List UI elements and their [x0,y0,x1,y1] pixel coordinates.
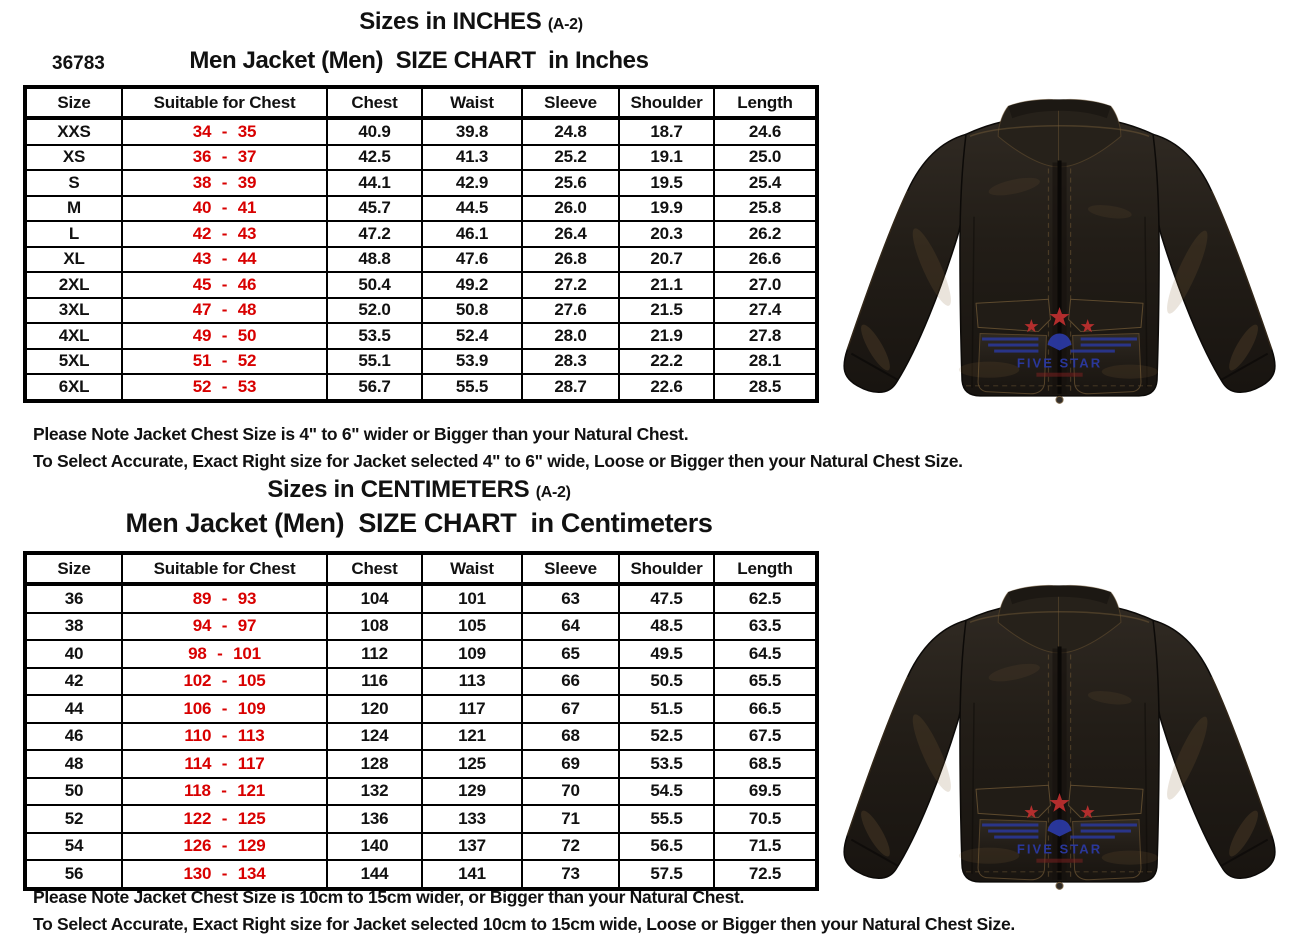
table-cell: 63 [522,584,619,613]
table-row [25,247,817,273]
table-cell: 28.0 [522,323,619,349]
table-cell: 56.7 [327,374,422,401]
heading-text: Sizes in CENTIMETERS [267,476,530,503]
table-row [25,805,817,833]
column-header: Length [714,87,817,118]
header-row [25,87,817,118]
suitable-chest-cell: 42 - 43 [122,221,327,247]
title-row-cm [23,508,815,542]
table-row [25,833,817,861]
table-cell: 104 [327,584,422,613]
table-row [25,323,817,349]
table-cell: L [25,221,122,247]
table-row [25,170,817,196]
table-cell: 44 [25,695,122,723]
table-cell: 108 [327,613,422,641]
table-cell: 26.8 [522,247,619,273]
table-cell: 52.4 [422,323,522,349]
table-cell: 19.1 [619,145,714,171]
table-row [25,750,817,778]
table-cell: 140 [327,833,422,861]
suitable-chest-cell: 43 - 44 [122,247,327,273]
table-cell: 25.6 [522,170,619,196]
table-cell: 6XL [25,374,122,401]
table-cell: 25.0 [714,145,817,171]
table-cell: 53.5 [619,750,714,778]
table-cell: 116 [327,668,422,696]
column-header: Suitable for Chest [122,87,327,118]
table-cell: 27.4 [714,298,817,324]
table-cell: 56 [25,860,122,889]
column-header: Suitable for Chest [122,553,327,584]
suitable-chest-cell: 114 - 117 [122,750,327,778]
table-cell: 20.3 [619,221,714,247]
table-cell: 66 [522,668,619,696]
suitable-chest-cell: 34 - 35 [122,118,327,145]
table-cell: 52.0 [327,298,422,324]
product-photo-jacket-cm [822,562,1287,914]
table-cell: 128 [327,750,422,778]
table-cell: 54 [25,833,122,861]
table-row [25,584,817,613]
table-cell: 117 [422,695,522,723]
column-header: Sleeve [522,87,619,118]
suitable-chest-cell: 38 - 39 [122,170,327,196]
table-cell: 19.5 [619,170,714,196]
table-cell: 52.5 [619,723,714,751]
table-cell: 137 [422,833,522,861]
table-cell: 120 [327,695,422,723]
table-cell: 42.9 [422,170,522,196]
table-cell: 56.5 [619,833,714,861]
table-cell: 44.1 [327,170,422,196]
table-cell: 109 [422,640,522,668]
table-cell: 125 [422,750,522,778]
product-code: 36783 [52,53,105,74]
table-cell: 44.5 [422,196,522,222]
table-cell: 57.5 [619,860,714,889]
heading-note: (A-2) [535,484,571,501]
table-cell: 101 [422,584,522,613]
table-cell: 24.6 [714,118,817,145]
table-row [25,272,817,298]
table-cell: 41.3 [422,145,522,171]
suitable-chest-cell: 51 - 52 [122,349,327,375]
note-cm-2: To Select Accurate, Exact Right size for Jacket selected 10cm to 15cm wide, Loose or Bigger then your Natural Chest Size. [33,914,1015,934]
table-cell: 22.6 [619,374,714,401]
table-cell: 49.2 [422,272,522,298]
table-row [25,613,817,641]
heading-text: Sizes in INCHES [359,8,542,35]
table-cell: 21.1 [619,272,714,298]
table-cell: 2XL [25,272,122,298]
table-cell: 28.3 [522,349,619,375]
title-row-inches [23,47,815,81]
table-cell: 40.9 [327,118,422,145]
table-cell: 55.5 [422,374,522,401]
column-header: Chest [327,553,422,584]
heading-note: (A-2) [547,16,583,33]
table-cell: 47.6 [422,247,522,273]
suitable-chest-cell: 110 - 113 [122,723,327,751]
table-cell: 68.5 [714,750,817,778]
table-cell: S [25,170,122,196]
table-cell: 71 [522,805,619,833]
table-cell: 53.9 [422,349,522,375]
section-heading-inches [75,8,867,36]
table-row [25,298,817,324]
table-cell: 48.5 [619,613,714,641]
table-row [25,860,817,889]
table-cell: XL [25,247,122,273]
table-cell: 20.7 [619,247,714,273]
section-heading-cm [23,476,815,504]
table-cell: 42.5 [327,145,422,171]
table-cell: 19.9 [619,196,714,222]
table-cell: 50.8 [422,298,522,324]
table-cell: M [25,196,122,222]
table-cell: 47.5 [619,584,714,613]
suitable-chest-cell: 98 - 101 [122,640,327,668]
table-cell: 141 [422,860,522,889]
table-cell: 22.2 [619,349,714,375]
suitable-chest-cell: 94 - 97 [122,613,327,641]
table-cell: 24.8 [522,118,619,145]
table-cell: 70.5 [714,805,817,833]
table-cell: 72 [522,833,619,861]
table-cell: 105 [422,613,522,641]
table-cell: 42 [25,668,122,696]
table-row [25,145,817,171]
table-cell: 25.2 [522,145,619,171]
table-cell: 132 [327,778,422,806]
size-chart-inches-table [23,85,819,403]
table-cell: 38 [25,613,122,641]
table-cell: 69 [522,750,619,778]
table-row [25,196,817,222]
suitable-chest-cell: 45 - 46 [122,272,327,298]
table-cell: 47.2 [327,221,422,247]
table-cell: 27.2 [522,272,619,298]
table-cell: 27.0 [714,272,817,298]
table-cell: 26.6 [714,247,817,273]
table-cell: 52 [25,805,122,833]
table-cell: 136 [327,805,422,833]
table-cell: 26.2 [714,221,817,247]
table-cell: 28.7 [522,374,619,401]
suitable-chest-cell: 36 - 37 [122,145,327,171]
table-cell: 18.7 [619,118,714,145]
table-cell: 27.6 [522,298,619,324]
table-cell: 73 [522,860,619,889]
suitable-chest-cell: 122 - 125 [122,805,327,833]
suitable-chest-cell: 126 - 129 [122,833,327,861]
suitable-chest-cell: 89 - 93 [122,584,327,613]
table-cell: 21.5 [619,298,714,324]
table-cell: 68 [522,723,619,751]
suitable-chest-cell: 102 - 105 [122,668,327,696]
table-cell: 72.5 [714,860,817,889]
table-cell: 36 [25,584,122,613]
table-cell: 64.5 [714,640,817,668]
table-cell: 65 [522,640,619,668]
header-row [25,553,817,584]
table-cell: 50.4 [327,272,422,298]
table-cell: 70 [522,778,619,806]
table-cell: 55.5 [619,805,714,833]
table-cell: 46 [25,723,122,751]
table-cell: 48 [25,750,122,778]
table-cell: 40 [25,640,122,668]
table-cell: 51.5 [619,695,714,723]
table-cell: 39.8 [422,118,522,145]
table-cell: 27.8 [714,323,817,349]
table-cell: 54.5 [619,778,714,806]
table-cell: 133 [422,805,522,833]
table-cell: 113 [422,668,522,696]
table-cell: 55.1 [327,349,422,375]
table-cell: 63.5 [714,613,817,641]
column-header: Size [25,553,122,584]
table-cell: 28.1 [714,349,817,375]
column-header: Sleeve [522,553,619,584]
suitable-chest-cell: 118 - 121 [122,778,327,806]
suitable-chest-cell: 52 - 53 [122,374,327,401]
size-chart-cm-table [23,551,819,891]
table-row [25,723,817,751]
table-cell: 62.5 [714,584,817,613]
column-header: Chest [327,87,422,118]
table-cell: 50 [25,778,122,806]
suitable-chest-cell: 49 - 50 [122,323,327,349]
table-cell: 4XL [25,323,122,349]
column-header: Waist [422,87,522,118]
note-inches-2: To Select Accurate, Exact Right size for Jacket selected 4" to 6" wide, Loose or Bigger then your Natural Chest Size. [33,451,963,471]
note-inches-1: Please Note Jacket Chest Size is 4" to 6" wider or Bigger than your Natural Chest. [33,424,689,444]
suitable-chest-cell: 106 - 109 [122,695,327,723]
table-cell: 3XL [25,298,122,324]
column-header: Waist [422,553,522,584]
table-cell: 64 [522,613,619,641]
table-cell: 25.4 [714,170,817,196]
chart-title-inches: Men Jacket (Men) SIZE CHART in Inches [189,47,649,74]
table-cell: 49.5 [619,640,714,668]
table-cell: 48.8 [327,247,422,273]
table-cell: 112 [327,640,422,668]
table-cell: 26.0 [522,196,619,222]
suitable-chest-cell: 130 - 134 [122,860,327,889]
column-header: Size [25,87,122,118]
table-row [25,640,817,668]
suitable-chest-cell: 40 - 41 [122,196,327,222]
table-cell: 53.5 [327,323,422,349]
table-cell: 45.7 [327,196,422,222]
table-cell: 124 [327,723,422,751]
table-cell: 5XL [25,349,122,375]
table-row [25,221,817,247]
table-cell: 28.5 [714,374,817,401]
column-header: Length [714,553,817,584]
product-photo-jacket-inches [822,76,1287,428]
table-cell: 65.5 [714,668,817,696]
table-row [25,778,817,806]
table-cell: 67 [522,695,619,723]
table-cell: 25.8 [714,196,817,222]
table-row [25,349,817,375]
note-cm-1: Please Note Jacket Chest Size is 10cm to 15cm wider, or Bigger than your Natural Chest. [33,887,745,907]
table-cell: 121 [422,723,522,751]
table-row [25,374,817,401]
table-cell: 71.5 [714,833,817,861]
column-header: Shoulder [619,553,714,584]
table-cell: XS [25,145,122,171]
table-cell: XXS [25,118,122,145]
table-cell: 26.4 [522,221,619,247]
table-row [25,118,817,145]
column-header: Shoulder [619,87,714,118]
table-cell: 66.5 [714,695,817,723]
table-cell: 144 [327,860,422,889]
table-cell: 21.9 [619,323,714,349]
table-row [25,668,817,696]
suitable-chest-cell: 47 - 48 [122,298,327,324]
table-cell: 46.1 [422,221,522,247]
table-row [25,695,817,723]
table-cell: 67.5 [714,723,817,751]
table-cell: 50.5 [619,668,714,696]
table-cell: 129 [422,778,522,806]
table-cell: 69.5 [714,778,817,806]
chart-title-cm: Men Jacket (Men) SIZE CHART in Centimeters [125,508,713,538]
